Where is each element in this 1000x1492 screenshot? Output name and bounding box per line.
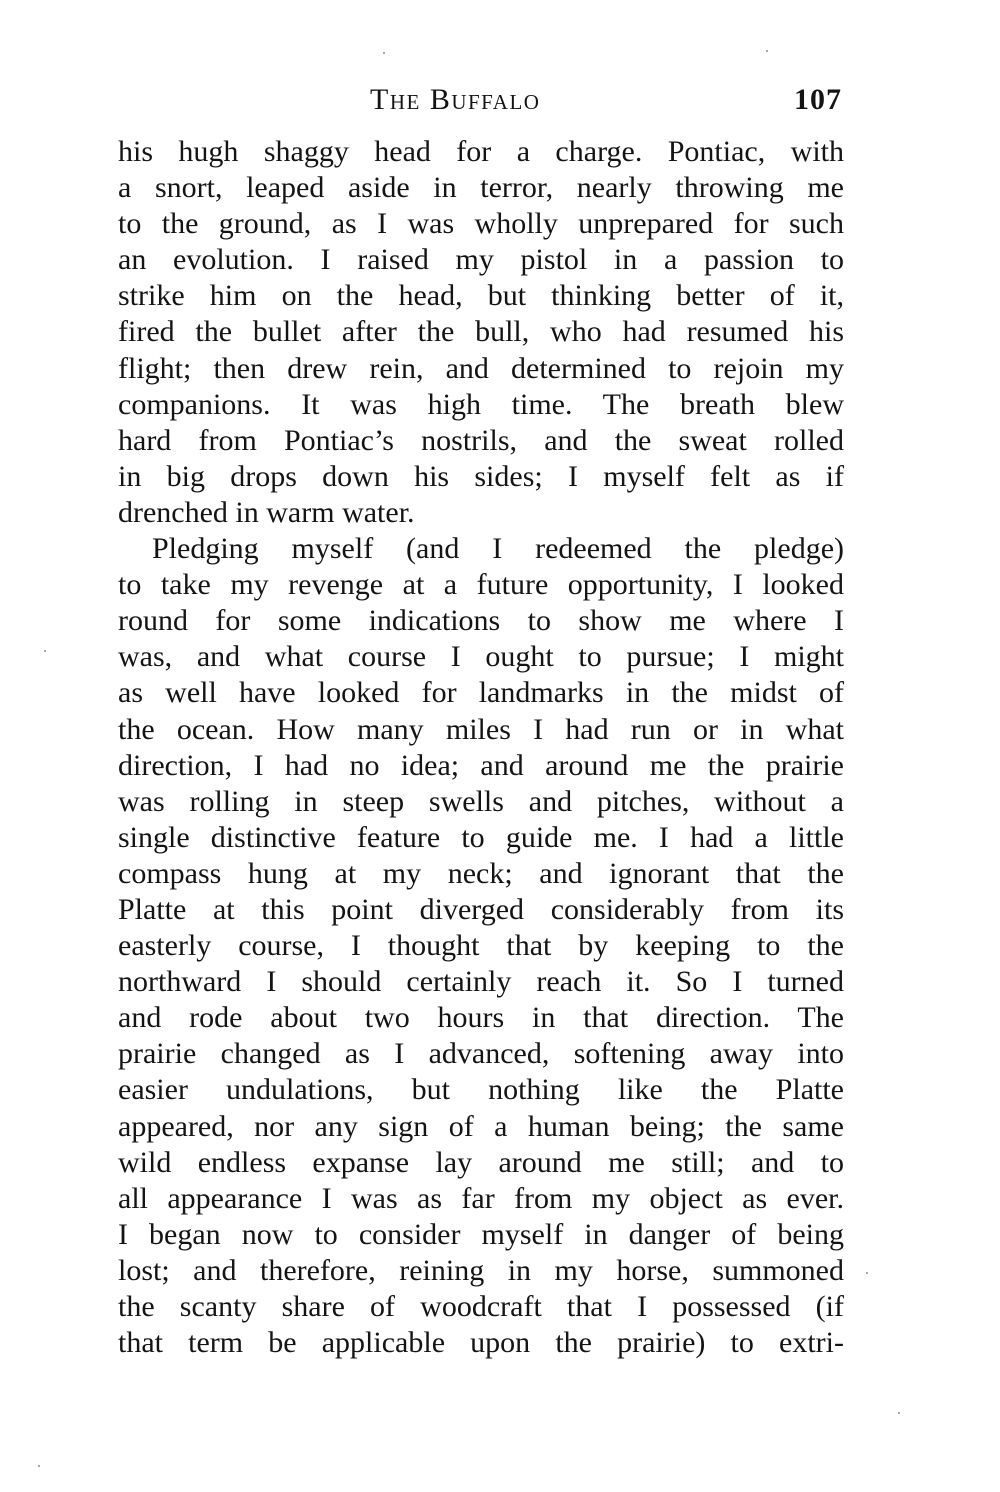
text-line: his hugh shaggy head for a charge. Pontiac, with bbox=[118, 135, 844, 168]
text-line: fired the bullet after the bull, who had resumed his bbox=[118, 315, 844, 349]
paragraph-end-line: drenched in warm water. bbox=[118, 495, 415, 529]
body-text bbox=[118, 134, 844, 1361]
text-line: hard from Pontiac’s nostrils, and the sweat rolled bbox=[118, 423, 844, 457]
text-line: round for some indications to show me where I bbox=[118, 604, 844, 638]
text-line: strike him on the head, but thinking better of it, bbox=[118, 279, 844, 313]
scan-speck bbox=[44, 650, 46, 652]
text-line: flight; then drew rein, and determined to rejoin my bbox=[118, 351, 844, 385]
text-line: to take my revenge at a future opportunity, I looked bbox=[118, 568, 844, 602]
text-line: wild endless expanse lay around me still; and to bbox=[118, 1145, 844, 1179]
text-line: I began now to consider myself in danger of being bbox=[118, 1217, 844, 1251]
text-line: companions. It was high time. The breath blew bbox=[118, 387, 844, 421]
paragraph-first-line: Pledging myself (and I redeemed the pledge) bbox=[152, 532, 844, 566]
text-line: an evolution. I raised my pistol in a passion to bbox=[118, 243, 844, 277]
text-line: the scanty share of woodcraft that I possessed (if bbox=[118, 1290, 844, 1323]
text-line: easier undulations, but nothing like the Platte bbox=[118, 1073, 844, 1107]
scan-speck bbox=[866, 1272, 868, 1274]
text-line: in big drops down his sides; I myself felt as if bbox=[118, 459, 844, 493]
text-line: appeared, nor any sign of a human being; the same bbox=[118, 1109, 844, 1143]
scan-speck bbox=[383, 52, 385, 54]
scan-speck bbox=[898, 1412, 900, 1414]
text-line: as well have looked for landmarks in the midst of bbox=[118, 676, 844, 710]
text-line: the ocean. How many miles I had run or in what bbox=[118, 712, 844, 746]
running-head bbox=[118, 80, 842, 120]
text-line: lost; and therefore, reining in my horse, summoned bbox=[118, 1253, 844, 1287]
scan-speck bbox=[766, 50, 768, 52]
running-title: The Buffalo bbox=[370, 83, 541, 116]
text-line: all appearance I was as far from my object as ever. bbox=[118, 1181, 844, 1215]
text-line: to the ground, as I was wholly unprepared for such bbox=[118, 207, 844, 241]
text-line: Platte at this point diverged considerably from its bbox=[118, 892, 844, 926]
page-number: 107 bbox=[794, 83, 842, 116]
text-line: direction, I had no idea; and around me the prairie bbox=[118, 748, 844, 782]
scan-speck bbox=[38, 1465, 40, 1467]
text-line: compass hung at my neck; and ignorant that the bbox=[118, 856, 844, 890]
text-line: northward I should certainly reach it. So I turned bbox=[118, 965, 844, 999]
text-line: was rolling in steep swells and pitches, without a bbox=[118, 784, 844, 818]
text-line: a snort, leaped aside in terror, nearly throwing me bbox=[118, 171, 844, 205]
text-line: and rode about two hours in that direction. The bbox=[118, 1001, 844, 1035]
text-line: easterly course, I thought that by keeping to the bbox=[118, 929, 844, 963]
text-line: was, and what course I ought to pursue; I might bbox=[118, 640, 844, 674]
text-line: single distinctive feature to guide me. I had a little bbox=[118, 820, 844, 854]
text-line: prairie changed as I advanced, softening away into bbox=[118, 1037, 844, 1071]
text-line: that term be applicable upon the prairie) to extri- bbox=[118, 1326, 844, 1360]
